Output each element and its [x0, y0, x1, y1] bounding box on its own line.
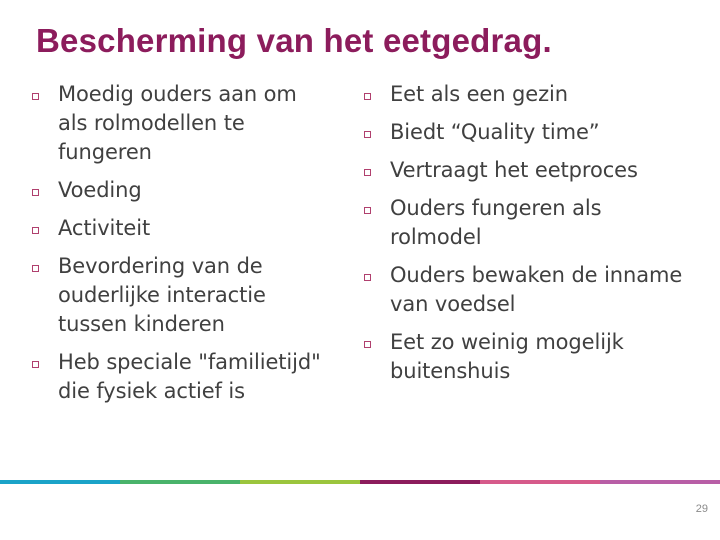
bullet-item — [32, 348, 332, 406]
square-bullet-icon — [364, 341, 371, 348]
bar-segment — [360, 480, 480, 484]
bullet-text: Bevordering van de ouderlijke interactie tussen kinderen — [58, 254, 266, 336]
bullet-item — [364, 118, 694, 147]
square-bullet-icon — [364, 274, 371, 281]
bar-segment — [0, 480, 120, 484]
footer-color-bar — [0, 480, 720, 484]
square-bullet-icon — [32, 361, 39, 368]
bullet-item — [32, 176, 332, 205]
bullet-item — [364, 328, 694, 386]
bar-segment — [120, 480, 240, 484]
bar-segment — [480, 480, 600, 484]
square-bullet-icon — [32, 93, 39, 100]
right-bullet-list — [364, 80, 694, 395]
bullet-text: Voeding — [58, 178, 142, 202]
bullet-text: Eet als een gezin — [390, 82, 568, 106]
square-bullet-icon — [364, 207, 371, 214]
bullet-text: Biedt “Quality time” — [390, 120, 600, 144]
square-bullet-icon — [364, 131, 371, 138]
square-bullet-icon — [32, 189, 39, 196]
bullet-item — [32, 252, 332, 339]
square-bullet-icon — [32, 265, 39, 272]
bullet-text: Moedig ouders aan om als rolmodellen te fungeren — [58, 82, 297, 164]
left-bullet-list — [32, 80, 332, 415]
bullet-item — [364, 194, 694, 252]
bullet-text: Activiteit — [58, 216, 151, 240]
square-bullet-icon — [364, 93, 371, 100]
bullet-item — [364, 80, 694, 109]
slide-title: Bescherming van het eetgedrag. — [36, 22, 552, 59]
bullet-item — [364, 156, 694, 185]
bullet-text: Ouders fungeren als rolmodel — [390, 196, 602, 249]
square-bullet-icon — [32, 227, 39, 234]
bullet-text: Vertraagt het eetproces — [390, 158, 638, 182]
bullet-item — [364, 261, 694, 319]
bullet-item — [32, 80, 332, 167]
square-bullet-icon — [364, 169, 371, 176]
page-number: 29 — [695, 503, 708, 515]
bullet-item — [32, 214, 332, 243]
bullet-text: Heb speciale "familietijd" die fysiek actief is — [58, 350, 321, 403]
bullet-text: Ouders bewaken de inname van voedsel — [390, 263, 683, 316]
bar-segment — [240, 480, 360, 484]
bar-segment — [600, 480, 720, 484]
bullet-text: Eet zo weinig mogelijk buitenshuis — [390, 330, 624, 383]
